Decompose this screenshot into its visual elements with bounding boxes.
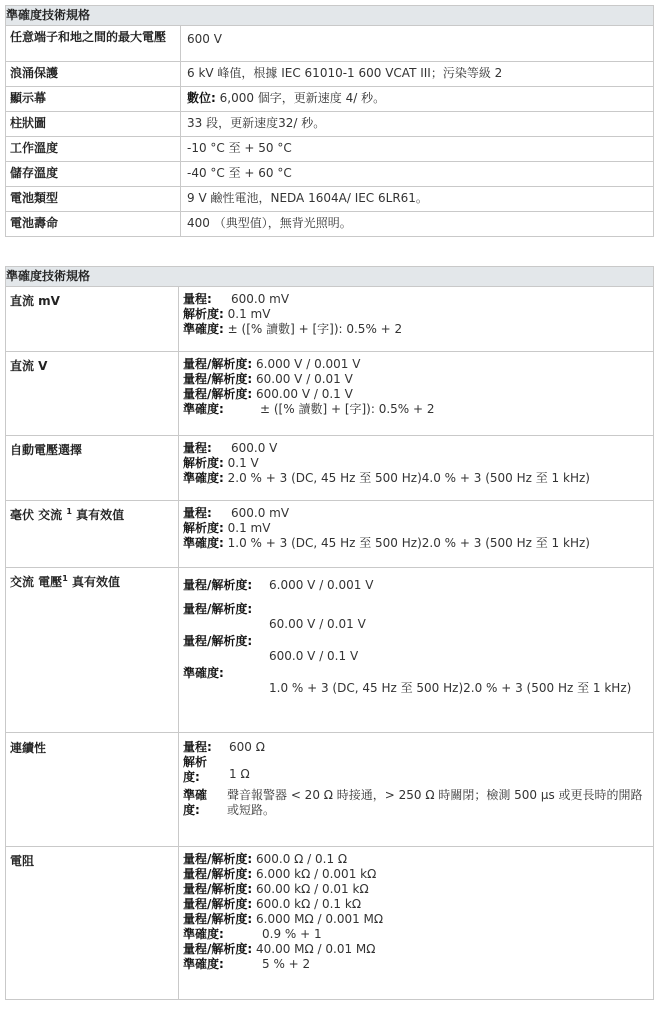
spec-value: 600.00 V / 0.1 V [256, 387, 353, 401]
row-label: 電阻 [6, 847, 179, 1000]
display-digital-label: 數位: [187, 91, 216, 105]
spec-value: 6.000 V / 0.001 V [256, 357, 361, 371]
spec-value: 60.00 kΩ / 0.01 kΩ [256, 882, 369, 896]
spec-value: ± ([% 讀數] + [字]): 0.5% + 2 [260, 402, 435, 416]
row-label-suffix: 真有效值 [67, 575, 120, 589]
display-digital-value: 6,000 個字，更新速度 4/ 秒。 [219, 91, 386, 105]
spec-value: 60.00 V / 0.01 V [269, 617, 366, 631]
table-header: 準確度技術規格 [6, 6, 654, 26]
spec-key: 準確度: [183, 322, 224, 336]
table-header-row [6, 6, 654, 26]
row-label-main: 毫伏 交流 [10, 508, 67, 522]
spec-key: 量程/解析度: [183, 357, 253, 371]
accuracy-spec-table [5, 266, 654, 1000]
footnote-mark: 1 [66, 507, 72, 516]
table-row [6, 287, 654, 352]
spec-key: 解析度: [183, 521, 224, 535]
spec-value: 600.0 V / 0.1 V [269, 649, 359, 663]
row-value: 600 V [181, 26, 654, 62]
spec-key: 量程: [183, 506, 212, 520]
row-value: -40 °C 至 + 60 °C [181, 162, 654, 187]
spec-value: 1.0 % + 3 (DC, 45 Hz 至 500 Hz)2.0 % + 3 (500 Hz 至 1 kHz) [269, 681, 632, 695]
table-row [6, 137, 654, 162]
row-label [6, 501, 179, 568]
table-row [6, 187, 654, 212]
table-row [6, 212, 654, 237]
spec-key: 量程: [183, 292, 212, 306]
spec-key: 量程/解析度: [183, 852, 253, 866]
spec-key: 準確度: [183, 666, 224, 680]
row-label: 柱狀圖 [6, 112, 181, 137]
spec-key: 準確度: [183, 927, 224, 941]
table-row [6, 62, 654, 87]
row-label-main: 交流 電壓 [10, 575, 63, 589]
spec-key: 準確度: [183, 957, 224, 971]
spec-value: 6.000 MΩ / 0.001 MΩ [256, 912, 384, 926]
row-value: 400 （典型值），無背光照明。 [181, 212, 654, 237]
spec-key: 解析度: [183, 307, 224, 321]
row-value [181, 87, 654, 112]
spec-key: 解析度: [183, 755, 208, 784]
table-header-row [6, 267, 654, 287]
row-label: 任意端子和地之間的最大電壓 [6, 26, 181, 62]
row-value: 33 段，更新速度32/ 秒。 [181, 112, 654, 137]
spec-value: 600 Ω [229, 740, 265, 754]
table-row [6, 112, 654, 137]
table-row [6, 352, 654, 436]
spec-key: 準確度: [183, 471, 224, 485]
spec-value: 600.0 mV [231, 506, 290, 520]
row-label: 連續性 [6, 733, 179, 847]
spec-key: 準確度: [183, 402, 224, 416]
spec-key: 量程/解析度: [183, 912, 253, 926]
row-value: 9 V 鹼性電池，NEDA 1604A/ IEC 6LR61。 [181, 187, 654, 212]
row-label: 顯示幕 [6, 87, 181, 112]
row-label: 自動電壓選擇 [6, 436, 179, 501]
table-row [6, 733, 654, 847]
spec-key: 量程: [183, 740, 212, 754]
spec-value: 6.000 V / 0.001 V [269, 578, 374, 592]
row-label: 電池壽命 [6, 212, 181, 237]
row-label: 直流 V [6, 352, 179, 436]
row-label: 電池類型 [6, 187, 181, 212]
general-spec-table [5, 5, 654, 237]
spec-value: 60.00 V / 0.01 V [256, 372, 353, 386]
spec-value: 5 % + 2 [262, 957, 311, 971]
spec-value: 0.1 mV [227, 307, 271, 321]
row-label: 直流 mV [6, 287, 179, 352]
spec-value: 0.9 % + 1 [262, 927, 322, 941]
spec-key: 準確度: [183, 536, 224, 550]
table-row [6, 436, 654, 501]
row-value: 6 kV 峰值，根據 IEC 61010-1 600 VCAT III；污染等級 2 [181, 62, 654, 87]
table-row [6, 87, 654, 112]
spec-value: 600.0 mV [231, 292, 290, 306]
row-label: 儲存溫度 [6, 162, 181, 187]
table-row [6, 501, 654, 568]
spec-key: 量程: [183, 441, 212, 455]
spec-value: 600.0 kΩ / 0.1 kΩ [256, 897, 361, 911]
row-value [179, 733, 654, 847]
spec-value: 6.000 kΩ / 0.001 kΩ [256, 867, 377, 881]
spec-value: 0.1 V [227, 456, 259, 470]
row-value: -10 °C 至 + 50 °C [181, 137, 654, 162]
spec-value: 0.1 mV [227, 521, 271, 535]
table-row [6, 162, 654, 187]
spec-key: 量程/解析度: [183, 578, 253, 592]
spec-value: 600.0 V [231, 441, 278, 455]
spec-key: 量程/解析度: [183, 867, 253, 881]
spec-value: 40.00 MΩ / 0.01 MΩ [256, 942, 376, 956]
row-value [179, 436, 654, 501]
spec-key: 解析度: [183, 456, 224, 470]
spec-key: 量程/解析度: [183, 882, 253, 896]
spec-value: 600.0 Ω / 0.1 Ω [256, 852, 348, 866]
row-value [179, 847, 654, 1000]
row-value [179, 352, 654, 436]
spec-key: 量程/解析度: [183, 602, 253, 616]
spec-key: 量程/解析度: [183, 897, 253, 911]
table-row [6, 847, 654, 1000]
table-row [6, 26, 654, 62]
spec-key: 量程/解析度: [183, 372, 253, 386]
spec-key: 準確度: [183, 788, 208, 817]
row-value [179, 568, 654, 733]
table-row [6, 568, 654, 733]
spec-value: 1.0 % + 3 (DC, 45 Hz 至 500 Hz)2.0 % + 3 (500 Hz 至 1 kHz) [227, 536, 590, 550]
row-label-suffix: 真有效值 [71, 508, 125, 522]
spec-key: 量程/解析度: [183, 942, 253, 956]
table-header: 準確度技術規格 [6, 267, 654, 287]
spec-value: 1 Ω [229, 767, 250, 781]
row-label [6, 568, 179, 733]
spec-value: 2.0 % + 3 (DC, 45 Hz 至 500 Hz)4.0 % + 3 (500 Hz 至 1 kHz) [227, 471, 590, 485]
spec-value: 聲音報警器 < 20 Ω 時接通，> 250 Ω 時關閉；檢測 500 μs 或更長時的開路或短路。 [227, 788, 643, 817]
row-value [179, 501, 654, 568]
spec-key: 量程/解析度: [183, 387, 253, 401]
row-label: 工作溫度 [6, 137, 181, 162]
row-label: 浪涌保護 [6, 62, 181, 87]
spec-value: ± ([% 讀數] + [字]): 0.5% + 2 [227, 322, 403, 336]
spec-key: 量程/解析度: [183, 634, 253, 648]
row-value [179, 287, 654, 352]
footnote-mark: 1 [62, 574, 68, 583]
